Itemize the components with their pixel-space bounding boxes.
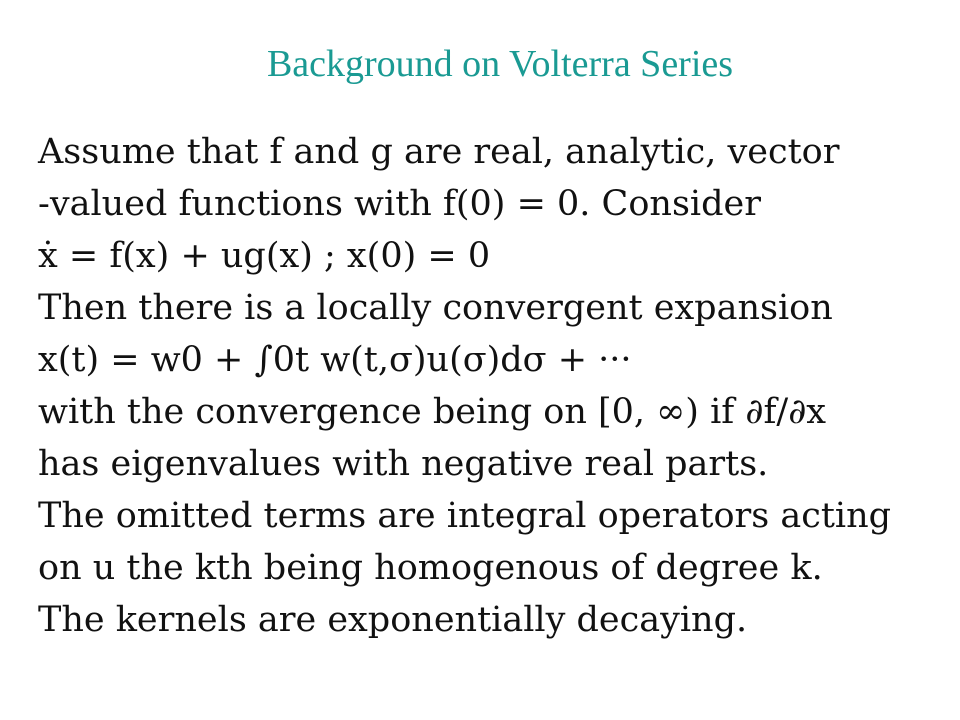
line-4-text: Then there is a locally convergent expansion [38, 288, 833, 328]
line-3-text: ẋ = f(x) + ug(x) ; x(0) = 0 [38, 236, 491, 276]
line-5-text: x(t) = w0 + ∫0t w(t,σ)u(σ)dσ + ··· [38, 340, 632, 380]
line-8-text: The omitted terms are integral operators acting [38, 496, 892, 536]
body-line-3 [38, 230, 948, 282]
line-10-text: The kernels are exponentially decaying. [38, 600, 748, 640]
line-1-text: Assume that f and g are real, analytic, vector [38, 132, 840, 172]
body-line-8 [38, 490, 948, 542]
slide-body [38, 126, 948, 646]
line-2-text: -valued functions with f(0) = 0. Consider [38, 184, 761, 224]
body-line-6 [38, 386, 948, 438]
body-line-1 [38, 126, 948, 178]
line-7-text: has eigenvalues with negative real parts. [38, 444, 769, 484]
body-line-9 [38, 542, 948, 594]
body-line-4 [38, 282, 948, 334]
line-6-text: with the convergence being on [0, ∞) if ∂f/∂x [38, 392, 827, 432]
slide-title: Background on Volterra Series [266, 43, 734, 85]
body-line-10 [38, 594, 948, 646]
line-9-text: on u the kth being homogenous of degree k. [38, 548, 823, 588]
body-line-2 [38, 178, 948, 230]
body-line-5 [38, 334, 948, 386]
body-line-7 [38, 438, 948, 490]
